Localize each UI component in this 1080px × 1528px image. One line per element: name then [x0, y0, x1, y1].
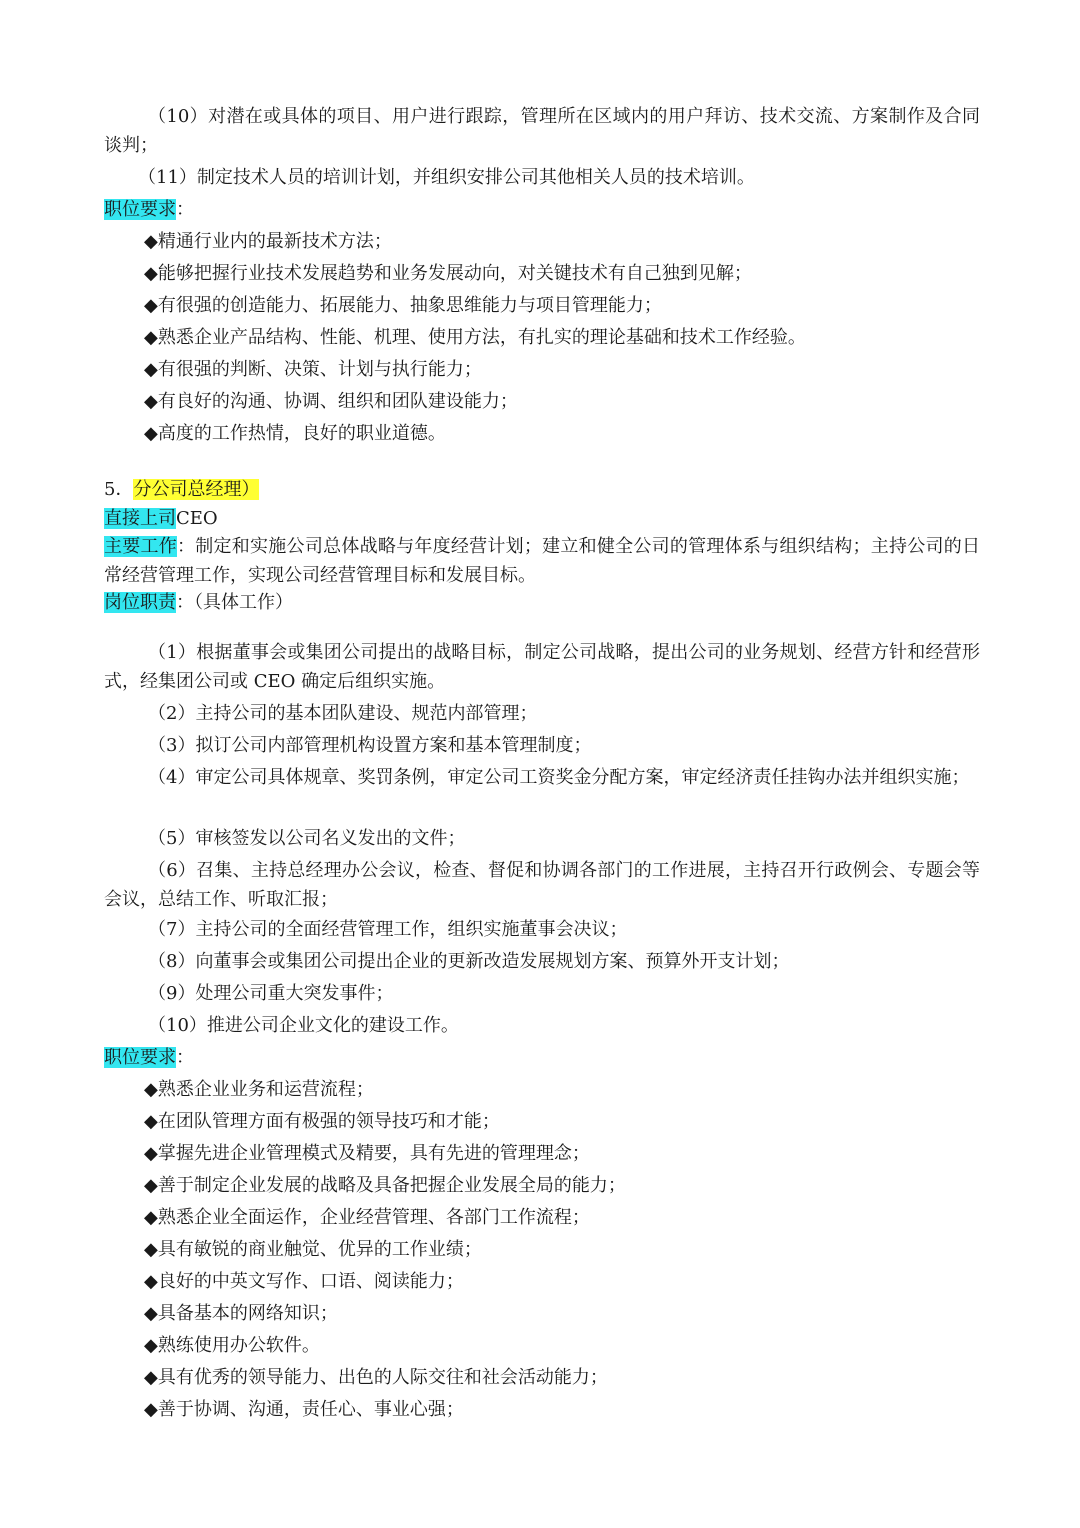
section-5-heading [104, 476, 259, 504]
requirement-item: ◆有很强的创造能力、拓展能力、抽象思维能力与项目管理能力； [144, 295, 662, 316]
requirement-item: ◆熟悉企业产品结构、性能、机理、使用方法，有扎实的理论基础和技术工作经验。 [144, 327, 806, 348]
requirements-label: 职位要求 [104, 199, 176, 220]
direct-supervisor-line [104, 505, 218, 533]
duty-item: （4）审定公司具体规章、奖罚条例，审定公司工资奖金分配方案，审定经济责任挂钩办法并组织实施； [148, 767, 970, 788]
duty-item: （3）拟订公司内部管理机构设置方案和基本管理制度； [148, 735, 592, 756]
requirements-label: 职位要求 [104, 1047, 176, 1068]
requirement-item: ◆具有敏锐的商业触觉、优异的工作业绩； [144, 1239, 482, 1260]
duty-item: （6）召集、主持总经理办公会议，检查、督促和协调各部门的工作进展，主持召开行政例会、专题会等会议，总结工作、听取汇报； [104, 860, 980, 910]
duties-label: 岗位职责 [104, 592, 176, 613]
requirement-item: ◆高度的工作热情，良好的职业道德。 [144, 423, 446, 444]
direct-supervisor-label: 直接上司 [104, 508, 176, 529]
duty-item: （1）根据董事会或集团公司提出的战略目标，制定公司战略，提出公司的业务规划、经营方针和经营形式，经集团公司或 CEO 确定后组织实施。 [104, 642, 980, 692]
main-work-paragraph [104, 532, 980, 590]
requirement-item: ◆具有优秀的领导能力、出色的人际交往和社会活动能力； [144, 1367, 608, 1388]
requirement-item: ◆能够把握行业技术发展趋势和业务发展动向，对关键技术有自己独到见解； [144, 263, 752, 284]
section-title: 分公司总经理） [133, 479, 260, 500]
duty-item: （7）主持公司的全面经营管理工作，组织实施董事会决议； [148, 919, 628, 940]
requirement-item: ◆具备基本的网络知识； [144, 1303, 338, 1324]
requirement-item: ◆熟悉企业业务和运营流程； [144, 1079, 374, 1100]
requirement-item: ◆有良好的沟通、协调、组织和团队建设能力； [144, 391, 518, 412]
duty-item-10-prev: （10）对潜在或具体的项目、用户进行跟踪，管理所在区域内的用户拜访、技术交流、方案制作及合同谈判； [104, 106, 980, 156]
direct-supervisor-value: CEO [176, 508, 218, 529]
main-work-text: ：制定和实施公司总体战略与年度经营计划；建立和健全公司的管理体系与组织结构；主持公司的日常经营管理工作，实现公司经营管理目标和发展目标。 [104, 536, 981, 586]
section-number: 5． [104, 479, 134, 500]
requirement-item: ◆善于协调、沟通，责任心、事业心强； [144, 1399, 464, 1420]
requirement-item: ◆熟练使用办公软件。 [144, 1335, 320, 1356]
requirements-heading: 职位要求： [104, 1047, 194, 1068]
duty-item: （10）推进公司企业文化的建设工作。 [148, 1015, 459, 1036]
duties-heading: 岗位职责：（具体工作） [104, 592, 293, 613]
requirement-item: ◆有很强的判断、决策、计划与执行能力； [144, 359, 482, 380]
main-work-label: 主要工作 [104, 536, 178, 557]
duty-item-11-prev: （11）制定技术人员的培训计划，并组织安排公司其他相关人员的技术培训。 [138, 167, 755, 188]
requirements-heading-prev: 职位要求： [104, 199, 194, 220]
duty-item: （2）主持公司的基本团队建设、规范内部管理； [148, 703, 538, 724]
requirement-item: ◆掌握先进企业管理模式及精要，具有先进的管理理念； [144, 1143, 590, 1164]
duty-item: （8）向董事会或集团公司提出企业的更新改造发展规划方案、预算外开支计划； [148, 951, 790, 972]
duty-item: （9）处理公司重大突发事件； [148, 983, 394, 1004]
requirement-item: ◆善于制定企业发展的战略及具备把握企业发展全局的能力； [144, 1175, 626, 1196]
requirement-item: ◆在团队管理方面有极强的领导技巧和才能； [144, 1111, 500, 1132]
duty-item: （5）审核签发以公司名义发出的文件； [148, 828, 466, 849]
requirement-item: ◆良好的中英文写作、口语、阅读能力； [144, 1271, 464, 1292]
requirement-item: ◆精通行业内的最新技术方法； [144, 231, 392, 252]
requirement-item: ◆熟悉企业全面运作，企业经营管理、各部门工作流程； [144, 1207, 590, 1228]
